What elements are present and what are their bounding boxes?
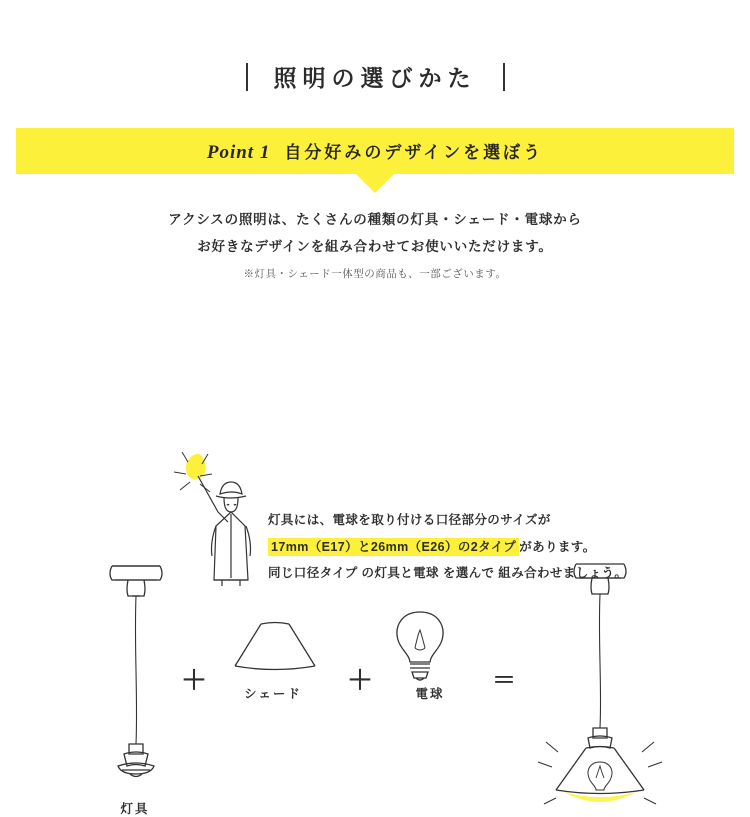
operator-equals: ＝ bbox=[492, 667, 516, 694]
socket-size-highlight: 17mm（E17）と26mm（E26）の2タイプ bbox=[268, 538, 519, 556]
banner-arrow-icon bbox=[356, 174, 394, 193]
title-left-rule bbox=[246, 63, 248, 91]
light-bulb-illustration bbox=[385, 608, 455, 684]
point-banner-content bbox=[207, 138, 543, 164]
lead-paragraph bbox=[0, 208, 750, 262]
bottom-line-3: 同じ口径タイプ の灯具と電球 を選んで 組み合わせましょう。 bbox=[268, 566, 628, 580]
bottom-line-2-tail: があります。 bbox=[519, 539, 596, 554]
caption-bulb: 電球 bbox=[415, 687, 445, 701]
lead-line-1: アクシスの照明は、たくさんの種類の灯具・シェード・電球から bbox=[168, 212, 582, 227]
pendant-fixture-illustration bbox=[82, 556, 190, 796]
operator-plus-1: ＋ bbox=[181, 665, 208, 695]
title-right-rule bbox=[503, 63, 505, 91]
lead-note: ※灯具・シェード一体型の商品も、一部ございます。 bbox=[243, 268, 507, 280]
caption-fixture: 灯具 bbox=[120, 802, 150, 816]
page-title bbox=[0, 60, 750, 93]
lead-line-2: お好きなデザインを組み合わせてお使いいただけます。 bbox=[197, 239, 553, 254]
bottom-note-block bbox=[268, 512, 738, 592]
lamp-shade-illustration bbox=[225, 618, 325, 676]
point-title-label: 自分好みのデザインを選ぼう bbox=[284, 143, 544, 162]
bottom-line-1: 灯具には、電球を取り付ける口径部分のサイズが bbox=[268, 513, 551, 527]
caption-shade: シェード bbox=[244, 687, 302, 701]
operator-plus-2: ＋ bbox=[347, 665, 374, 695]
point-banner bbox=[16, 128, 734, 174]
point-number-label: Point 1 bbox=[206, 142, 271, 163]
bottom-line-2 bbox=[268, 539, 738, 557]
person-with-lamp-illustration bbox=[168, 450, 278, 590]
page-title-text: 照明の選びかた bbox=[273, 65, 477, 91]
assembled-pendant-lamp-illustration bbox=[520, 556, 680, 816]
